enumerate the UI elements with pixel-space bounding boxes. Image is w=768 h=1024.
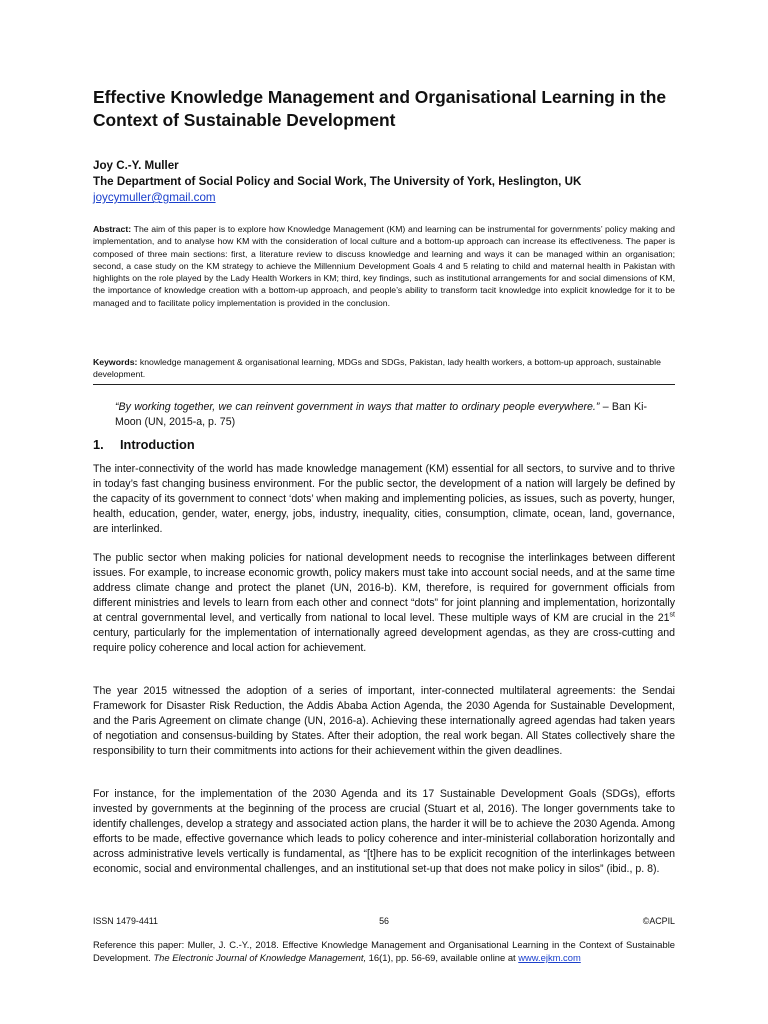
page-footer	[93, 916, 675, 930]
abstract-text: The aim of this paper is to explore how Knowledge Management (KM) and learning can be instrumental for governments’ policy making and implementation, and to analyse how KM with the consideration of local culture and a bottom-up approach can increase its effectiveness. The paper is composed of three main sections: first, a literature review to discuss knowledge and learning and ways it can be managed within an organisation; second, a case study on the KM strategy to achieve the Millennium Development Goals 4 and 5 relating to child and maternal health in Pakistan with highlights on the role played by the Lady Health Workers in KM; third, key findings, such as institutional arrangements for and social dimensions of KM, the importance of knowledge creation with a bottom-up approach, and people’s ability to transform tacit knowledge into explicit knowledge for it to be managed and to facilitate policy implementation is provided in the conclusion.	[93, 224, 675, 308]
paper-title: Effective Knowledge Management and Organisational Learning in the Context of Sustainable Development	[93, 87, 667, 130]
paragraph-2-text-start: The public sector when making policies for national development needs to recognise the interlinkages between different issues. For example, to increase economic growth, policy makers must take into account social needs, and at the same time address climate change and protect the planet (UN, 2016-b). KM, therefore, is required for government officials from different ministries and levels to learn from each other and connect “dots” for joint planning and implementation, horizontally at central governmental level, and vertically from national to local level. These multiple ways of KM are crucial in the 21	[93, 552, 675, 624]
intro-paragraph-4: For instance, for the implementation of the 2030 Agenda and its 17 Sustainable Development Goals (SDGs), efforts invested by governments at the beginning of the process are crucial (Stuart et al, 2016). The longer governments take to identify challenges, develop a strategy and associated action plans, the harder it will be to achieve the 2030 Agenda. Among efforts to be made, effective governance which leads to policy coherence and inter-ministerial collaboration horizontally and across administrative levels vertically is fundamental, as “[t]here has to be explicit recognition of the interlinkages between economic, social and environmental challenges, and an institutional set-up that does not make policy in silos” (ibid., p. 8).	[93, 788, 675, 875]
abstract	[93, 223, 675, 309]
author-name: Joy C.-Y. Muller	[93, 159, 179, 172]
abstract-label: Abstract:	[93, 224, 132, 234]
author-block	[93, 158, 675, 206]
intro-paragraph-1: The inter-connectivity of the world has made knowledge management (KM) essential for all sectors, to survive and to thrive in today’s fast changing business environment. For the public sector, the development of a nation will largely be defined by the capacity of its government to connect ‘dots’ when making and implementing policies, as issues, such as poverty, hunger, health, education, gender, water, energy, jobs, industry, inequality, cities, consumption, climate, ocean, land, governance, are interlinked.	[93, 463, 675, 535]
intro-paragraph-2	[93, 551, 675, 656]
reference-suffix: 16(1), pp. 56-69, available online at	[366, 952, 519, 963]
epigraph-attribution: – Ban Ki-Moon (UN, 2015-a, p. 75)	[115, 401, 647, 428]
footer-copyright: ©ACPIL	[642, 916, 675, 926]
section-title: Introduction	[120, 437, 195, 452]
reference-prefix: Reference this paper: Muller, J. C.-Y., 2018. Effective Knowledge Management and Organisational Learning in the Context of Sustainable Development.	[93, 939, 675, 963]
footer-page-number: 56	[379, 916, 389, 926]
section-heading	[93, 437, 675, 452]
footer-issn: ISSN 1479-4411	[93, 916, 158, 926]
keywords-label: Keywords:	[93, 357, 138, 367]
section-number: 1.	[93, 437, 104, 452]
ordinal-superscript: st	[669, 611, 675, 619]
epigraph	[115, 400, 647, 430]
journal-website-link[interactable]: www.ejkm.com	[518, 952, 581, 963]
reference-journal: The Electronic Journal of Knowledge Management,	[153, 952, 367, 963]
intro-paragraph-3: The year 2015 witnessed the adoption of a series of important, inter-connected multilateral agreements: the Sendai Framework for Disaster Risk Reduction, the Addis Ababa Action Agenda, the 2030 Agenda for Sustainable Development, and the Paris Agreement on climate change (UN, 2016-a). Achieving these internationally agreed agendas had taken years of negotiation and consensus-building by States. After their adoption, the real work began. All States collectively share the responsibility to turn their commitments into actions for their achievement within the given deadlines.	[93, 685, 675, 757]
author-email-link[interactable]: joycymuller@gmail.com	[93, 191, 216, 204]
citation-reference	[93, 938, 675, 964]
section-divider	[93, 384, 675, 385]
epigraph-quote: “By working together, we can reinvent government in ways that matter to ordinary people everywhere.”	[115, 401, 600, 413]
paragraph-2-text-end: century, particularly for the implementation of internationally agreed development agendas, as they are cross-cutting and require policy coherence and local action for achievement.	[93, 627, 675, 654]
keywords-text: knowledge management & organisational learning, MDGs and SDGs, Pakistan, lady health workers, a bottom-up approach, sustainable development.	[93, 357, 661, 380]
keywords	[93, 356, 675, 381]
author-affiliation: The Department of Social Policy and Social Work, The University of York, Heslington, UK	[93, 175, 582, 188]
